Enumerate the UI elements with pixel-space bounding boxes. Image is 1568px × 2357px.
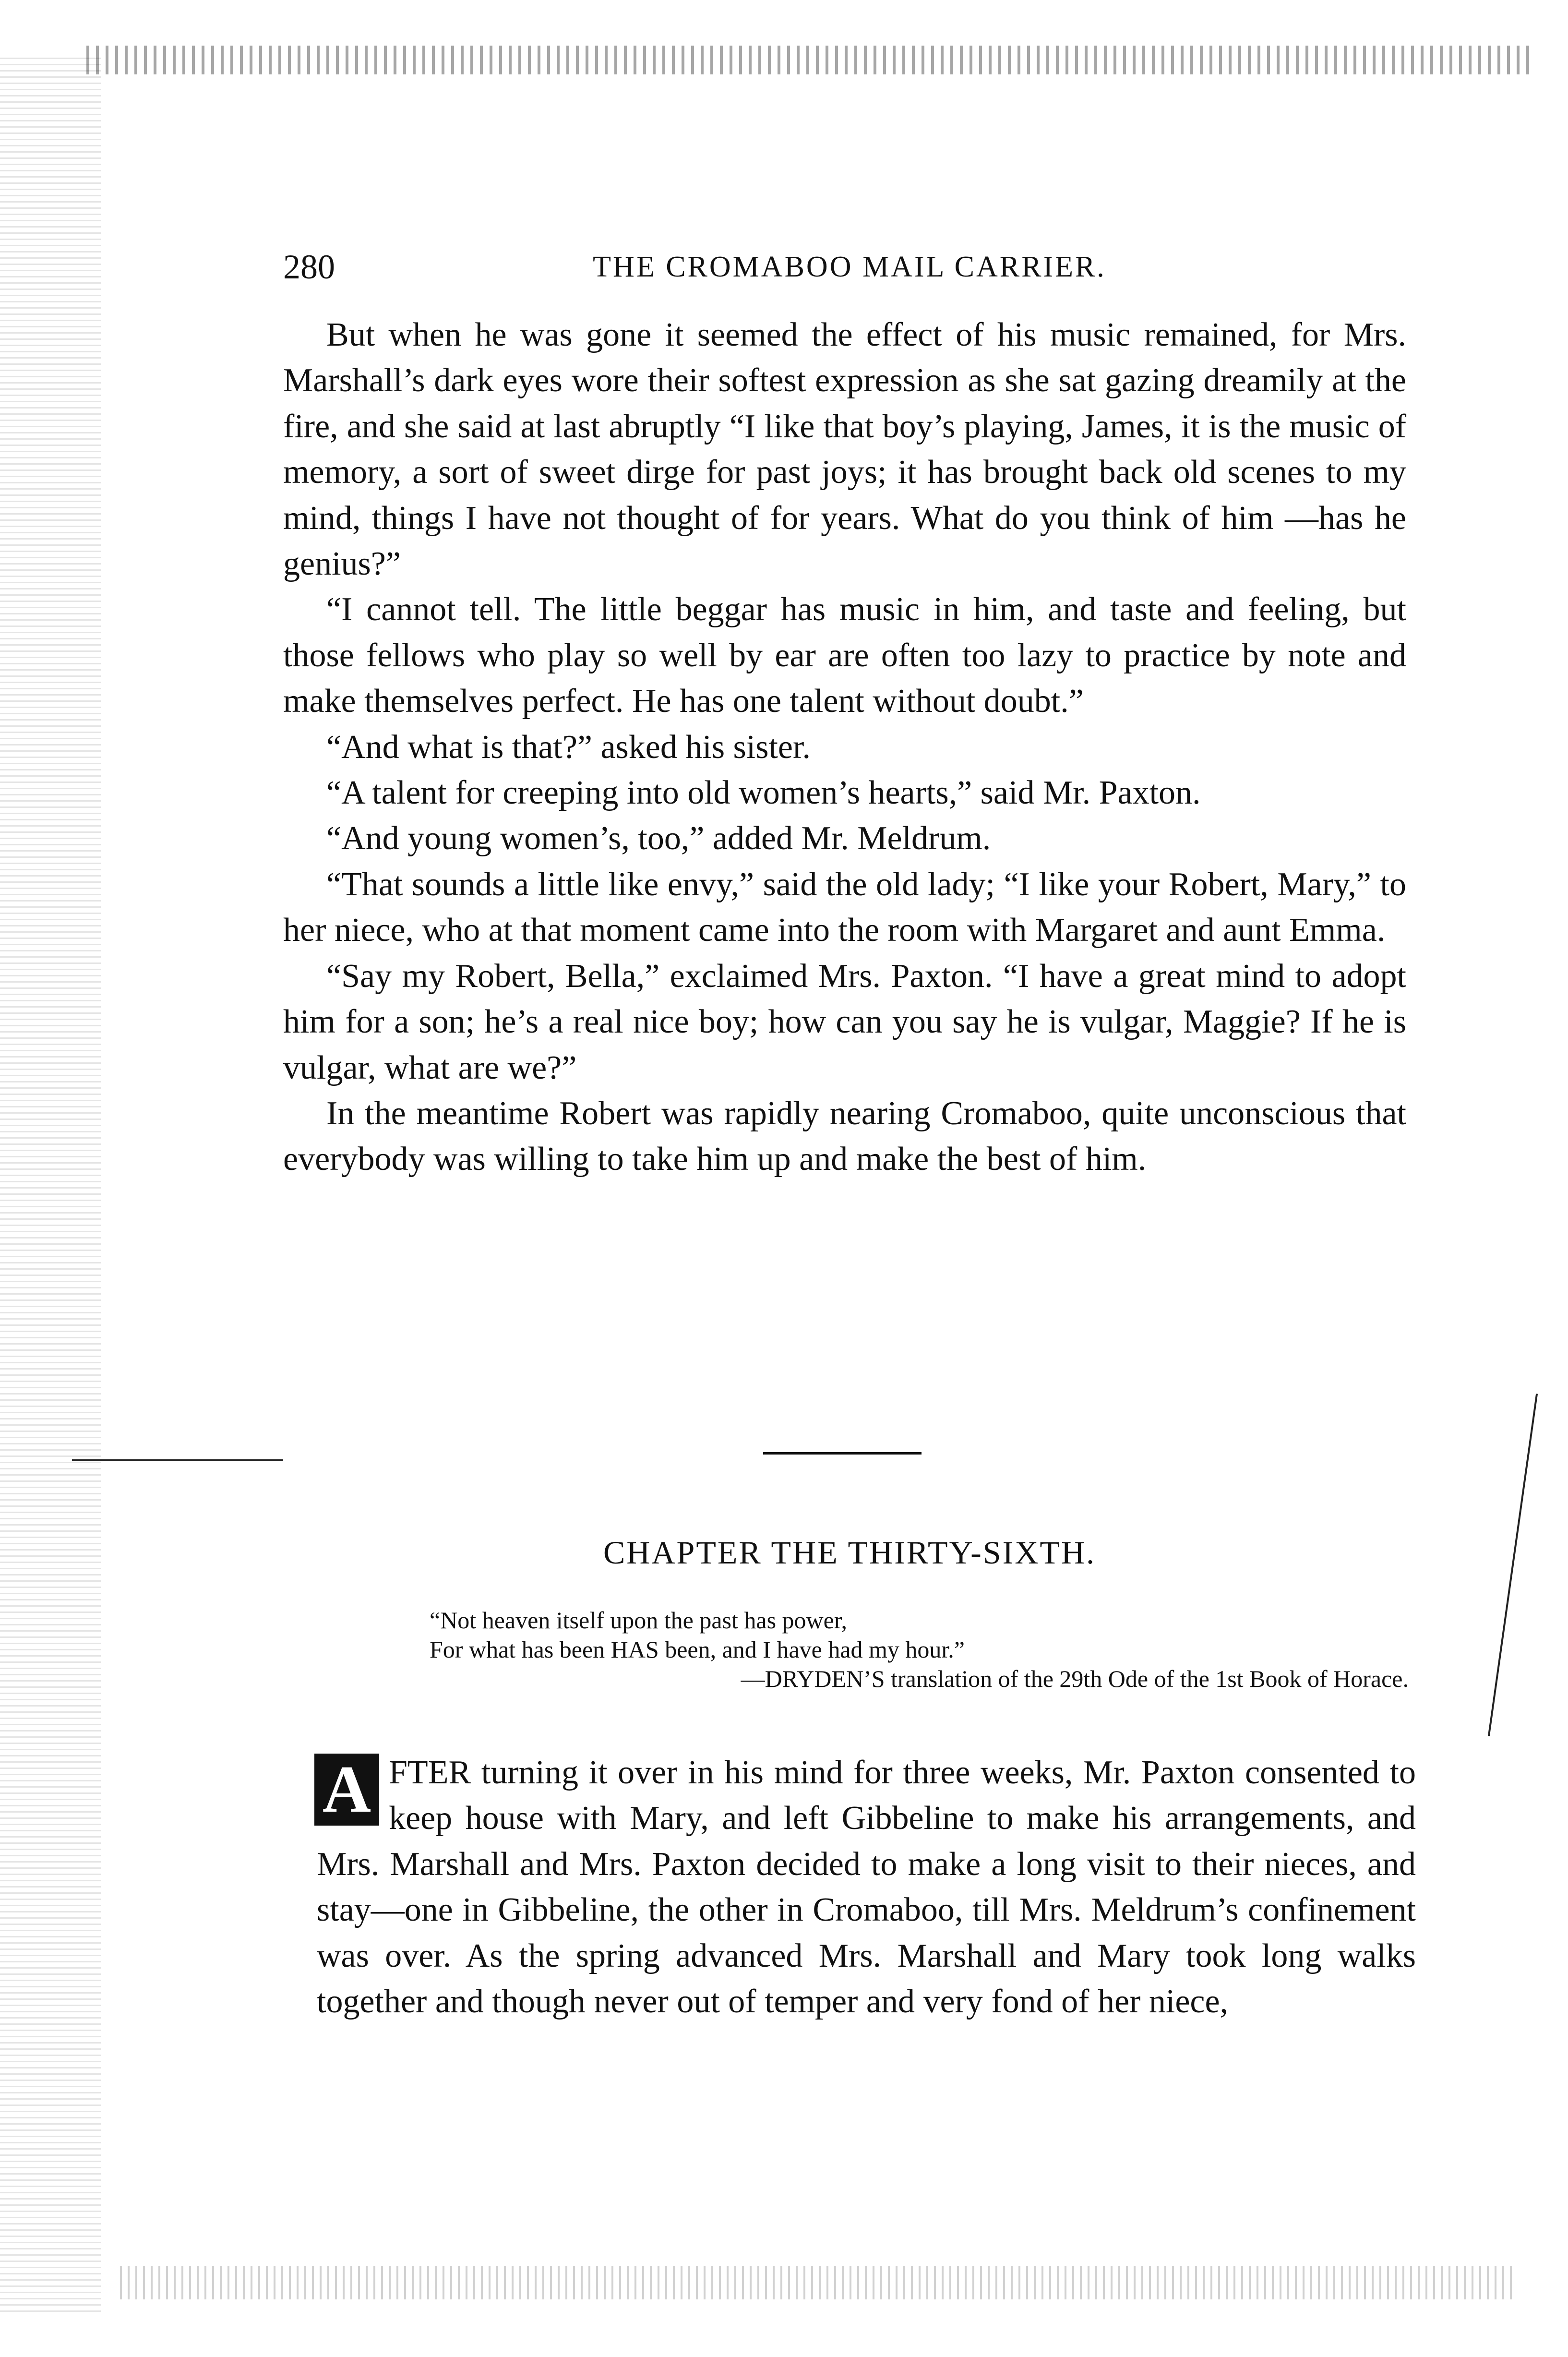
paragraph: “That sounds a little like envy,” said the old lady; “I like your Robert, Mary,” to her niece, who at that moment came into the room with Margaret and aunt Emma. — [283, 866, 1406, 949]
epigraph-attribution: —DRYDEN’S translation of the 29th Ode of the 1st Book of Horace. — [741, 1665, 1409, 1692]
chapter-opening — [317, 1750, 1416, 2024]
paragraph: But when he was gone it seemed the effect of his music remained, for Mrs. Marshall’s dark eyes wore their softest expression as she sat gazing dreamily at the fire, and she said at last abruptly “I like that boy’s playing, James, it is the music of memory, a sort of sweet dirge for past joys; it has brought back old scenes to my mind, things I have not thought of for years. What do you think of him —has he genius?” — [283, 316, 1406, 583]
chapter-title: CHAPTER THE THIRTY-SIXTH. — [603, 1534, 1096, 1571]
section-divider-rule — [763, 1452, 922, 1455]
paragraph: “I cannot tell. The little beggar has music in him, and taste and feeling, but those fellows who play so well by ear are often too lazy to practice by note and make themselves perfect. He has one talent without doubt.” — [283, 591, 1406, 720]
paragraph: “And young women’s, too,” added Mr. Meldrum. — [326, 820, 991, 857]
stray-mark-right-curve — [1488, 1394, 1538, 1736]
page-number: 280 — [283, 248, 335, 286]
body-text — [283, 312, 1406, 1182]
paragraph: “A talent for creeping into old women’s hearts,” said Mr. Paxton. — [326, 774, 1201, 812]
paragraph: “Say my Robert, Bella,” exclaimed Mrs. Paxton. “I have a great mind to adopt him for a son; he’s a real nice boy; how can you say he is vulgar, Maggie? If he is vulgar, what are we?” — [283, 957, 1406, 1086]
page-header — [283, 247, 1416, 290]
paragraph: In the meantime Robert was rapidly nearing Cromaboo, quite unconscious that everybody was willing to take him up and make the best of him. — [283, 1094, 1406, 1178]
epigraph-line: “Not heaven itself upon the past has power, — [430, 1607, 847, 1634]
drop-cap: A — [314, 1754, 379, 1826]
epigraph — [430, 1606, 1409, 1694]
paragraph: “And what is that?” asked his sister. — [326, 728, 811, 766]
page-edge-speckle-top — [86, 46, 1536, 74]
chapter-opening-paragraph: FTER turning it over in his mind for three weeks, Mr. Paxton consented to keep house with Mary, and left Gibbeline to make his arrangements, and Mrs. Marshall and Mrs. Paxton decided to make a long visit to their nieces, and stay—one in Gibbeline, the other in Cromaboo, till Mrs. Meldrum’s confinement was over. As the spring advanced Mrs. Marshall and Mary took long walks together and though never out of temper and very fond of her niece, — [317, 1754, 1416, 2020]
stray-mark-left-rule — [72, 1459, 283, 1461]
epigraph-line: For what has been HAS been, and I have had my hour.” — [430, 1636, 965, 1663]
running-head: THE CROMABOO MAIL CARRIER. — [593, 251, 1106, 283]
page-edge-speckle-bottom — [120, 2266, 1512, 2299]
page-edge-speckle-left — [0, 58, 101, 2314]
